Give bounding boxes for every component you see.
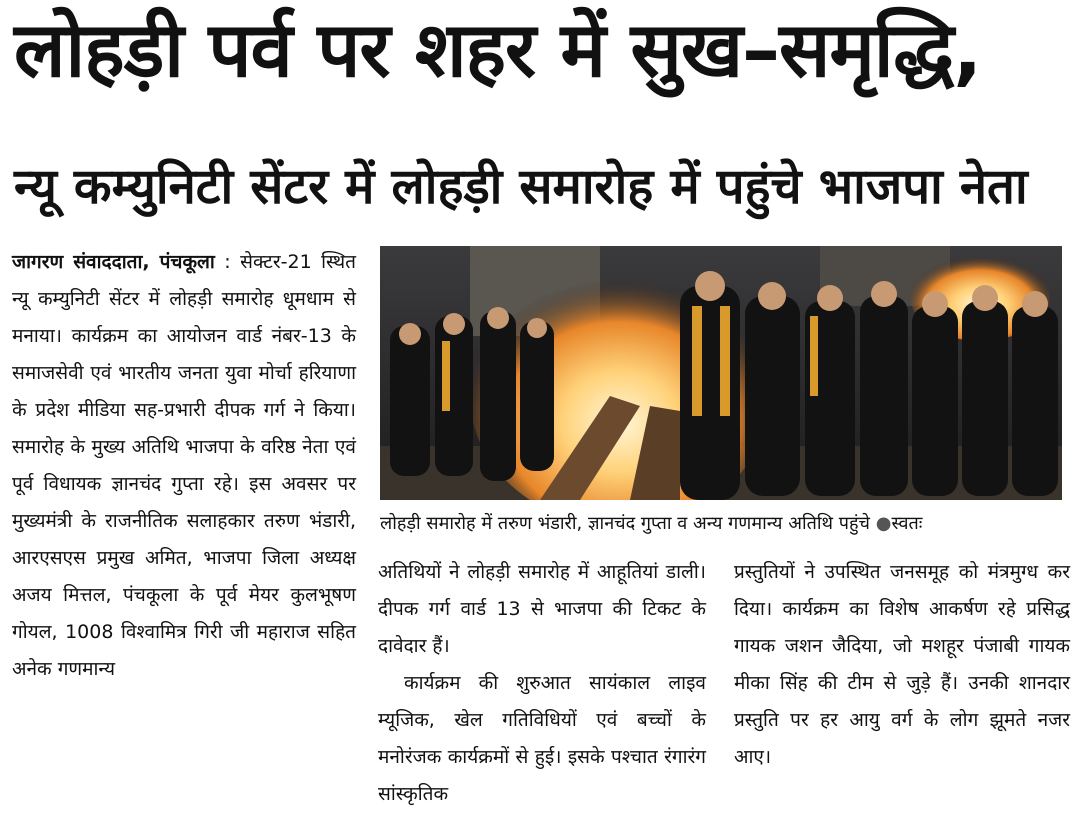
article-column-1 bbox=[12, 244, 356, 688]
lohri-bonfire-photo bbox=[380, 246, 1062, 500]
article-column-3 bbox=[734, 554, 1070, 776]
credit-dot-icon: ● bbox=[875, 513, 892, 534]
subheadline: न्यू कम्युनिटी सेंटर में लोहड़ी समारोह में पहुंचे भाजपा नेता bbox=[14, 158, 1028, 215]
column-2-paragraph-2: कार्यक्रम की शुरुआत सायंकाल लाइव म्यूजिक, खेल गतिविधियों एवं बच्चों के मनोरंजक कार्यक्रमों से हुई। इसके पश्चात रंगारंग सांस्कृतिक bbox=[378, 672, 706, 805]
article-column-2 bbox=[378, 554, 706, 813]
photo-credit: स्वतः bbox=[891, 513, 923, 534]
photo-caption bbox=[380, 512, 1070, 536]
headline: लोहड़ी पर्व पर शहर में सुख–समृद्धि, bbox=[14, 5, 982, 94]
column-1-text: : सेक्टर-21 स्थित न्यू कम्युनिटी सेंटर में लोहड़ी समारोह धूमधाम से मनाया। कार्यक्रम का आयोजन वार्ड नंबर-13 के समाजसेवी एवं भारतीय जनता युवा मोर्चा हरियाणा के प्रदेश मीडिया सह-प्रभारी दीपक गर्ग ने किया। समारोह के मुख्य अतिथि भाजपा के वरिष्ठ नेता एवं पूर्व विधायक ज्ञानचंद गुप्ता रहे। इस अवसर पर मुख्यमंत्री के राजनीतिक सलाहकार तरुण भंडारी, आरएसएस प्रमुख अमित, भाजपा जिला अध्यक्ष अजय मित्तल, पंचकूला के पूर्व मेयर कुलभूषण गोयल, 1008 विश्वामित्र गिरी जी महाराज सहित अनेक गणमान्य bbox=[12, 251, 356, 680]
caption-text: लोहड़ी समारोह में तरुण भंडारी, ज्ञानचंद गुप्ता व अन्य गणमान्य अतिथि पहुंचे bbox=[380, 513, 870, 534]
byline: जागरण संवाददाता, पंचकूला bbox=[12, 251, 215, 273]
column-1-paragraph bbox=[12, 244, 356, 688]
column-2-paragraph-1: अतिथियों ने लोहड़ी समारोह में आहूतियां डाली। दीपक गर्ग वार्ड 13 से भाजपा की टिकट के दावेदार हैं। bbox=[378, 561, 706, 657]
event-photo bbox=[380, 246, 1062, 500]
column-3-paragraph: प्रस्तुतियों ने उपस्थित जनसमूह को मंत्रमुग्ध कर दिया। कार्यक्रम का विशेष आकर्षण रहे प्रसिद्ध गायक जशन जैदिया, जो मशहूर पंजाबी गायक मीका सिंह की टीम से जुड़े हैं। उनकी शानदार प्रस्तुति पर हर आयु वर्ग के लोग झूमते नजर आए। bbox=[734, 561, 1070, 768]
